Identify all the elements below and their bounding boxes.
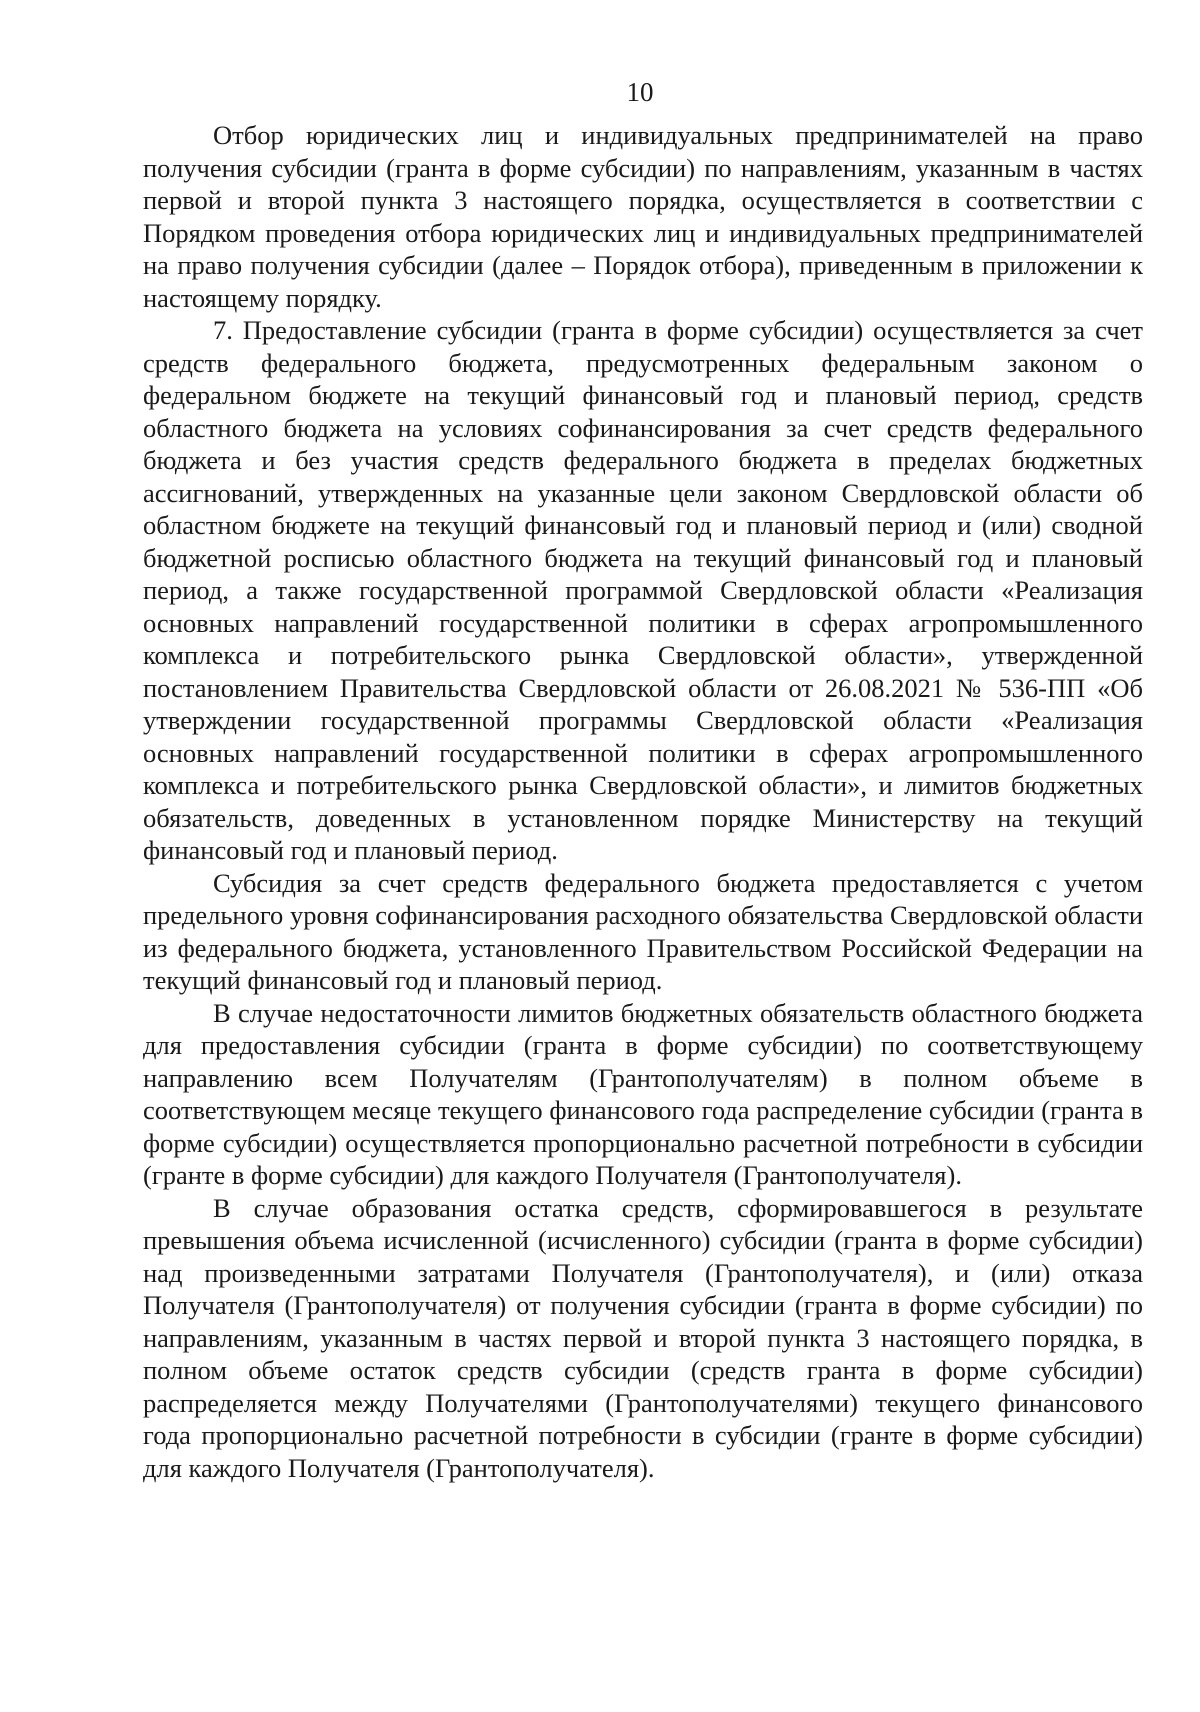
document-body [143, 119, 1143, 1484]
paragraph-federal-subsidy: Субсидия за счет средств федерального бюджета предоставляется с учетом предельного уровня софинансирования расходного обязательства Свердловской области из федерального бюджета, установленного Правительством Российской Федерации на текущий финансовый год и плановый период. [143, 867, 1143, 995]
paragraph-selection-procedure: Отбор юридических лиц и индивидуальных предпринимателей на право получения субсидии (гранта в форме субсидии) по направлениям, указанным в частях первой и второй пункта 3 настоящего порядка, осуществляется в соответствии с Порядком проведения отбора юридических лиц и индивидуальных предпринимателей на право получения субсидии (далее – Порядок отбора), приведенным в приложении к настоящему порядку. [143, 120, 1143, 313]
paragraph-insufficient-limits: В случае недостаточности лимитов бюджетных обязательств областного бюджета для предоставления субсидии (гранта в форме субсидии) по соответствующему направлению всем Получателям (Грантополучателям) в полном объеме в соответствующем месяце текущего финансового года распределение субсидии (гранта в форме субсидии) осуществляется пропорционально расчетной потребности в субсидии (гранте в форме субсидии) для каждого Получателя (Грантополучателя). [143, 997, 1143, 1190]
page-number: 10 [626, 77, 654, 107]
paragraph-item-7-funding: 7. Предоставление субсидии (гранта в форме субсидии) осуществляется за счет средств федерального бюджета, предусмотренных федеральным законом о федеральном бюджете на текущий финансовый год и плановый период, средств областного бюджета на условиях софинансирования за счет средств федерального бюджета и без участия средств федерального бюджета в пределах бюджетных ассигнований, утвержденных на указанные цели законом Свердловской области об областном бюджете на текущий финансовый год и плановый период и (или) сводной бюджетной росписью областного бюджета на текущий финансовый год и плановый период, а также государственной программой Свердловской области «Реализация основных направлений государственной политики в сферах агропромышленного комплекса и потребительского рынка Свердловской области», утвержденной постановлением Правительства Свердловской области от 26.08.2021 № 536-ПП «Об утверждении государственной программы Свердловской области «Реализация основных направлений государственной политики в сферах агропромышленного комплекса и потребительского рынка Свердловской области», и лимитов бюджетных обязательств, доведенных в установленном порядке Министерству на текущий финансовый год и плановый период. [143, 315, 1143, 865]
paragraph-remaining-funds: В случае образования остатка средств, сформировавшегося в результате превышения объема исчисленной (исчисленного) субсидии (гранта в форме субсидии) над произведенными затратами Получателя (Грантополучателя), и (или) отказа Получателя (Грантополучателя) от получения субсидии (гранта в форме субсидии) по направлениям, указанным в частях первой и второй пункта 3 настоящего порядка, в полном объеме остаток средств субсидии (средств гранта в форме субсидии) распределяется между Получателями (Грантополучателями) текущего финансового года пропорционально расчетной потребности в субсидии (гранте в форме субсидии) для каждого Получателя (Грантополучателя). [143, 1192, 1143, 1483]
